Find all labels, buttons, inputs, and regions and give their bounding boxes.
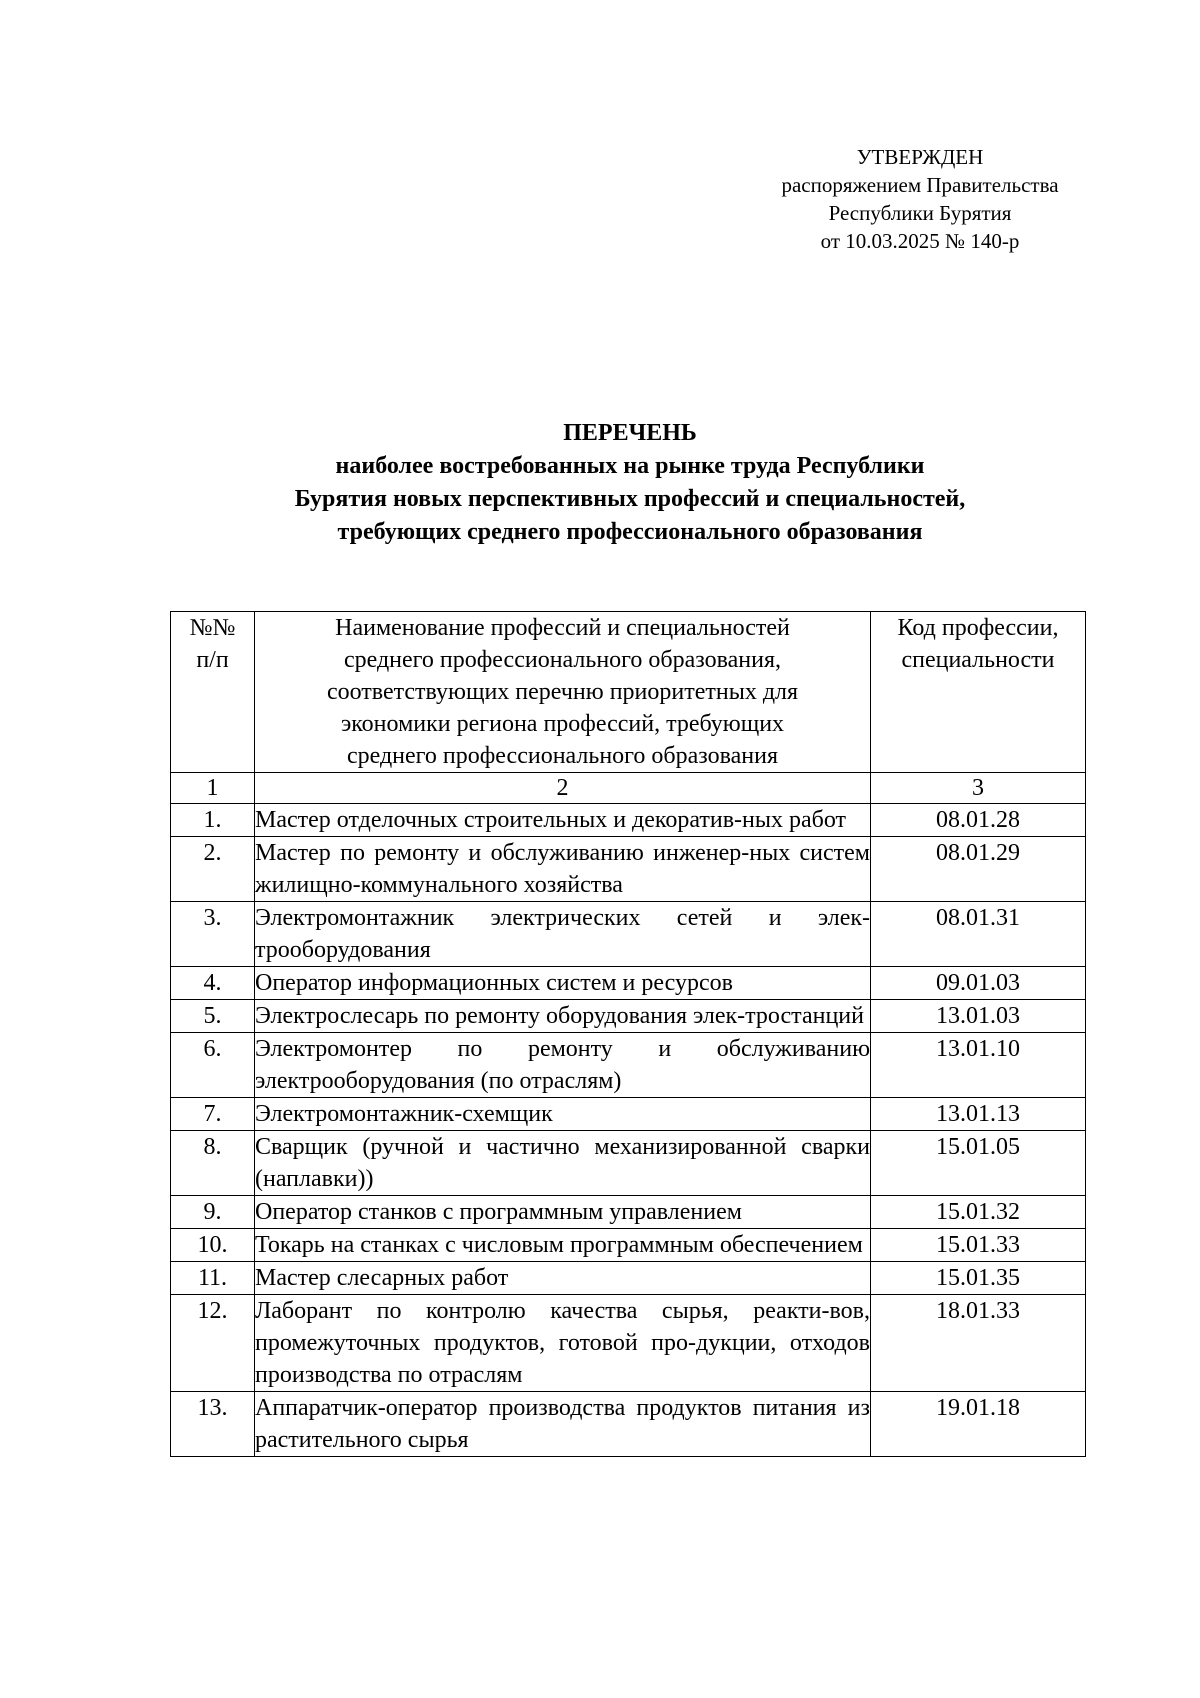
approval-line: от 10.03.2025 № 140-р xyxy=(820,229,1020,253)
column-number: 1 xyxy=(171,773,255,804)
approval-line: Республики Бурятия xyxy=(828,201,1012,225)
header-text: среднего профессионального образования xyxy=(346,743,779,769)
profession-name: Токарь на станках с числовым программным обеспечением xyxy=(255,1229,871,1262)
table-row xyxy=(171,1000,1086,1033)
row-number: 12. xyxy=(171,1295,255,1392)
profession-code: 13.01.03 xyxy=(871,1000,1086,1033)
table-row xyxy=(171,1196,1086,1229)
profession-name: Лаборант по контролю качества сырья, реакти-вов, промежуточных продуктов, готовой про-дукции, отходов производства по отраслям xyxy=(255,1295,871,1392)
header-text: специальности xyxy=(901,647,1055,673)
row-number: 2. xyxy=(171,837,255,902)
profession-code: 18.01.33 xyxy=(871,1295,1086,1392)
profession-name: Сварщик (ручной и частично механизированной сварки (наплавки)) xyxy=(255,1131,871,1196)
table-row xyxy=(171,902,1086,967)
header-name xyxy=(255,612,871,773)
table-row xyxy=(171,1229,1086,1262)
profession-name: Мастер слесарных работ xyxy=(255,1262,871,1295)
row-number: 10. xyxy=(171,1229,255,1262)
professions-table xyxy=(170,611,1086,1457)
profession-code: 08.01.31 xyxy=(871,902,1086,967)
title-line: Бурятия новых перспективных профессий и специальностей, xyxy=(294,486,966,512)
column-number-row xyxy=(171,773,1086,804)
profession-name: Электромонтажник-схемщик xyxy=(255,1098,871,1131)
table-row xyxy=(171,1098,1086,1131)
row-number: 3. xyxy=(171,902,255,967)
profession-code: 15.01.32 xyxy=(871,1196,1086,1229)
profession-name: Оператор информационных систем и ресурсов xyxy=(255,967,871,1000)
profession-name: Аппаратчик-оператор производства продуктов питания из растительного сырья xyxy=(255,1392,871,1457)
title-heading: ПЕРЕЧЕНЬ xyxy=(563,420,697,446)
profession-code: 15.01.35 xyxy=(871,1262,1086,1295)
header-code xyxy=(871,612,1086,773)
row-number: 1. xyxy=(171,804,255,837)
table-row xyxy=(171,1392,1086,1457)
profession-code: 19.01.18 xyxy=(871,1392,1086,1457)
header-text: соответствующих перечню приоритетных для xyxy=(326,679,799,705)
profession-name: Мастер по ремонту и обслуживанию инженер-ных систем жилищно-коммунального хозяйства xyxy=(255,837,871,902)
profession-code: 08.01.28 xyxy=(871,804,1086,837)
approval-stamp xyxy=(760,143,1080,255)
column-number: 2 xyxy=(255,773,871,804)
header-text: п/п xyxy=(196,647,229,673)
table-row xyxy=(171,1295,1086,1392)
header-text: №№ xyxy=(189,615,236,641)
row-number: 5. xyxy=(171,1000,255,1033)
row-number: 13. xyxy=(171,1392,255,1457)
table-row xyxy=(171,967,1086,1000)
table-row xyxy=(171,1033,1086,1098)
profession-name: Электрослесарь по ремонту оборудования элек-тростанций xyxy=(255,1000,871,1033)
profession-code: 09.01.03 xyxy=(871,967,1086,1000)
header-text: экономики региона профессий, требующих xyxy=(340,711,785,737)
header-text: Наименование профессий и специальностей xyxy=(335,615,790,641)
profession-name: Оператор станков с программным управлением xyxy=(255,1196,871,1229)
row-number: 6. xyxy=(171,1033,255,1098)
table-header-row xyxy=(171,612,1086,773)
header-text: Код профессии, xyxy=(897,615,1059,641)
table-row xyxy=(171,1131,1086,1196)
row-number: 8. xyxy=(171,1131,255,1196)
header-text: среднего профессионального образования, xyxy=(343,647,782,673)
column-number: 3 xyxy=(871,773,1086,804)
profession-code: 08.01.29 xyxy=(871,837,1086,902)
title-line: наиболее востребованных на рынке труда Республики xyxy=(335,453,925,479)
header-number xyxy=(171,612,255,773)
approval-line: распоряжением Правительства xyxy=(781,173,1059,197)
table-row xyxy=(171,1262,1086,1295)
profession-code: 13.01.13 xyxy=(871,1098,1086,1131)
profession-name: Мастер отделочных строительных и декоратив-ных работ xyxy=(255,804,871,837)
row-number: 7. xyxy=(171,1098,255,1131)
profession-code: 15.01.05 xyxy=(871,1131,1086,1196)
approval-line: УТВЕРЖДЕН xyxy=(856,145,984,169)
profession-code: 15.01.33 xyxy=(871,1229,1086,1262)
row-number: 9. xyxy=(171,1196,255,1229)
title-line: требующих среднего профессионального образования xyxy=(337,519,923,545)
document-title xyxy=(170,417,1090,549)
profession-name: Электромонтер по ремонту и обслуживанию электрооборудования (по отраслям) xyxy=(255,1033,871,1098)
table-row xyxy=(171,804,1086,837)
profession-code: 13.01.10 xyxy=(871,1033,1086,1098)
row-number: 4. xyxy=(171,967,255,1000)
profession-name: Электромонтажник электрических сетей и элек-трооборудования xyxy=(255,902,871,967)
table-row xyxy=(171,837,1086,902)
row-number: 11. xyxy=(171,1262,255,1295)
